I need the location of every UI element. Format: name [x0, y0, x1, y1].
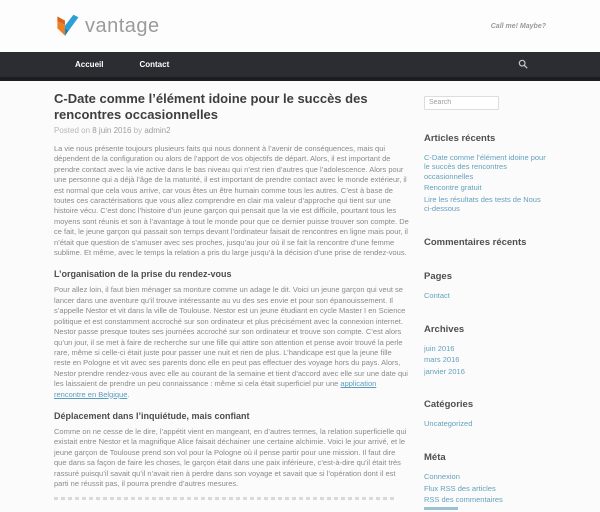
meta-link-rss-commentaires[interactable]: RSS des commentaires: [424, 495, 503, 505]
list-item: [424, 355, 546, 365]
category-link[interactable]: Uncategorized: [424, 419, 473, 429]
sidebar: [424, 91, 546, 512]
widget-title: Archives: [424, 323, 465, 335]
section-heading-deplacement: Déplacement dans l’inquiétude, mais confiant: [54, 410, 250, 421]
recent-post-link[interactable]: C-Date comme l’élément idoine pour le succès des rencontres occasionnelles: [424, 152, 546, 181]
widget-commentaires-recents: [424, 237, 546, 248]
recent-post-link[interactable]: Lire les résultats des tests de Nous ci-dessous: [424, 194, 541, 214]
archive-link[interactable]: janvier 2016: [424, 366, 465, 376]
widget-title: Commentaires récents: [424, 237, 527, 249]
widget-meta: [424, 452, 546, 510]
meta-link-flux-rss[interactable]: Flux RSS des articles: [424, 483, 496, 493]
header-tagline: Call me! Maybe?: [490, 22, 546, 30]
widget-title: Méta: [424, 452, 446, 464]
list-item: [424, 367, 546, 377]
list-item: [424, 153, 546, 182]
paragraph-text: .: [127, 389, 130, 399]
list-item: [424, 472, 546, 482]
list-item: [424, 484, 546, 494]
archive-link[interactable]: mars 2016: [424, 355, 460, 365]
post-date-link[interactable]: 8 juin 2016: [92, 126, 132, 135]
list-item: [424, 195, 546, 214]
widget-title: Articles récents: [424, 132, 496, 144]
site-title: vantage: [85, 14, 160, 37]
clipped-link-line: [424, 507, 458, 510]
nav-item-contact[interactable]: Contact: [139, 60, 170, 69]
post-meta-prefix: Posted on: [54, 126, 93, 135]
sidebar-search-input[interactable]: [424, 96, 499, 110]
archive-link[interactable]: juin 2016: [424, 343, 455, 353]
site-logo[interactable]: [54, 13, 160, 40]
post-author-link[interactable]: admin2: [144, 126, 171, 135]
search-button[interactable]: [500, 52, 546, 77]
list-item: [424, 183, 546, 193]
post-article: [54, 91, 409, 512]
clipped-text-line: [54, 497, 395, 500]
widget-pages: [424, 271, 546, 301]
meta-link-connexion[interactable]: Connexion: [424, 472, 460, 482]
widget-title: Pages: [424, 271, 452, 283]
list-item: [424, 291, 546, 301]
list-item: [424, 344, 546, 354]
search-icon: [518, 57, 528, 72]
section-heading-organisation: L’organisation de la prise du rendez-vous: [54, 269, 232, 280]
recent-post-link[interactable]: Rencontre gratuit: [424, 183, 482, 193]
widget-articles-recents: [424, 133, 546, 215]
widget-title: Catégories: [424, 399, 474, 411]
main-navigation: [0, 52, 600, 81]
page-body: [54, 81, 546, 512]
post-intro-paragraph: La vie nous présente toujours plusieurs faits qui nous donnent à l’avenir de conséquences, mais qui dépendent de la configuration ou alors de l’apport de vos objectifs de départ. Alors, il est important de prendre contact avec la vie active dans le bas niveau qui n’est rien d’autres que l’adolescence. Alors pour une personne qui a déjà l’âge de la maturité, il est important de prendre contact avec le monde extérieur, il est normal que cela vous arrive, car vous êtes un être humain comme tous les autres. C’est à base de toutes ces caractérisations que vous allez comprendre en clair ma valeur d’approche qui tient sur une histoire vécu. C’est donc l’histoire d’un jeune garçon qui pensait que la vie est difficile, pourtant tous les moyens sont réunis et son à l’avantage à tout le monde pour que ce dernier puisse trouver son compte. De ce fait, le jeune garçon qui passait son temps devant l’ordinateur faisait de rencontres en ligne mais pour, il n’était que question de s’amuser avec ses proches, jusqu’au jour où il se fait la rencontre d’une femme sublime. Et même, avec le temps la relation a pris du large jusqu’à la décision d’une prise de rendez-vous.: [54, 144, 409, 258]
nav-item-accueil[interactable]: Accueil: [75, 60, 104, 69]
paragraph-text: Pour allez loin, il faut bien ménager sa monture comme un adage le dit. Voici un jeune garçon qui veut se lancer dans une aventure qu’il trouve intéressante au vu des ses envie et pour son épanouissement. Il s’appelle Nestor et vit dans la ville de Toulouse. Nestor est un jeune étudiant en cycle Master I en Science politique et est constamment accroché sur son ordinateur et plus précisément avec la connexion internet. Nestor passe presque toutes ses journées accroché sur son ordinateur et trouve son compte. C’est alors qu’un jour, il se met à faire de recherche sur une fille qui attire son attention et pense avoir trouvé la perle rare, même si celle-ci était juste pour passer une nuit et rien de plus. L’handicape est que la jeune fille reste en Pologne et vit avec ses parents donc elle en peut pas effectuer des voyage hors du pays. Alors, Nestor prendre rendez-vous avec elle au courant de la semaine et tient d’accord avec elle sur une date qui les laissaient de prendre un peu connaissance : même si cela était superficiel pur une: [54, 285, 408, 389]
inline-link-application-rencontre[interactable]: application rencontre en Belgique: [54, 379, 377, 399]
widget-categories: [424, 399, 546, 429]
list-item: [424, 507, 546, 510]
page-link-contact[interactable]: Contact: [424, 291, 450, 301]
section-paragraph-deplacement: Comme on ne cesse de le dire, l’appétit vient en mangeant, en d’autres termes, la relation superficielle qui existait entre Nestor et la magnifique Alice faisait déchainer une certaine alchimie. Voici le jour arrivé, et le jeune garçon de Toulouse prend son vol pour la Pologne où il pense partir pour une mission. Il faut dire que dans sa façon de faire les choses, le garçon était dans une paix inférieure, c’est-à-dire qu’il était très rassuré puisqu’il savait qu’il n’avait rien à perdre dans son voyage et savait que si l’opération dont il est parti ne réussit pas, il pourra prendre d’autres mesures.: [54, 426, 407, 488]
post-meta: [54, 126, 409, 135]
widget-archives: [424, 324, 546, 377]
site-header: [0, 0, 600, 52]
list-item: [424, 419, 546, 429]
post-meta-by: by: [131, 126, 145, 135]
section-paragraph-organisation: [54, 285, 409, 399]
list-item: [424, 495, 546, 505]
post-title: C-Date comme l’élément idoine pour le succès des rencontres occasionnelles: [54, 91, 368, 122]
vantage-logo-icon: [54, 13, 81, 40]
